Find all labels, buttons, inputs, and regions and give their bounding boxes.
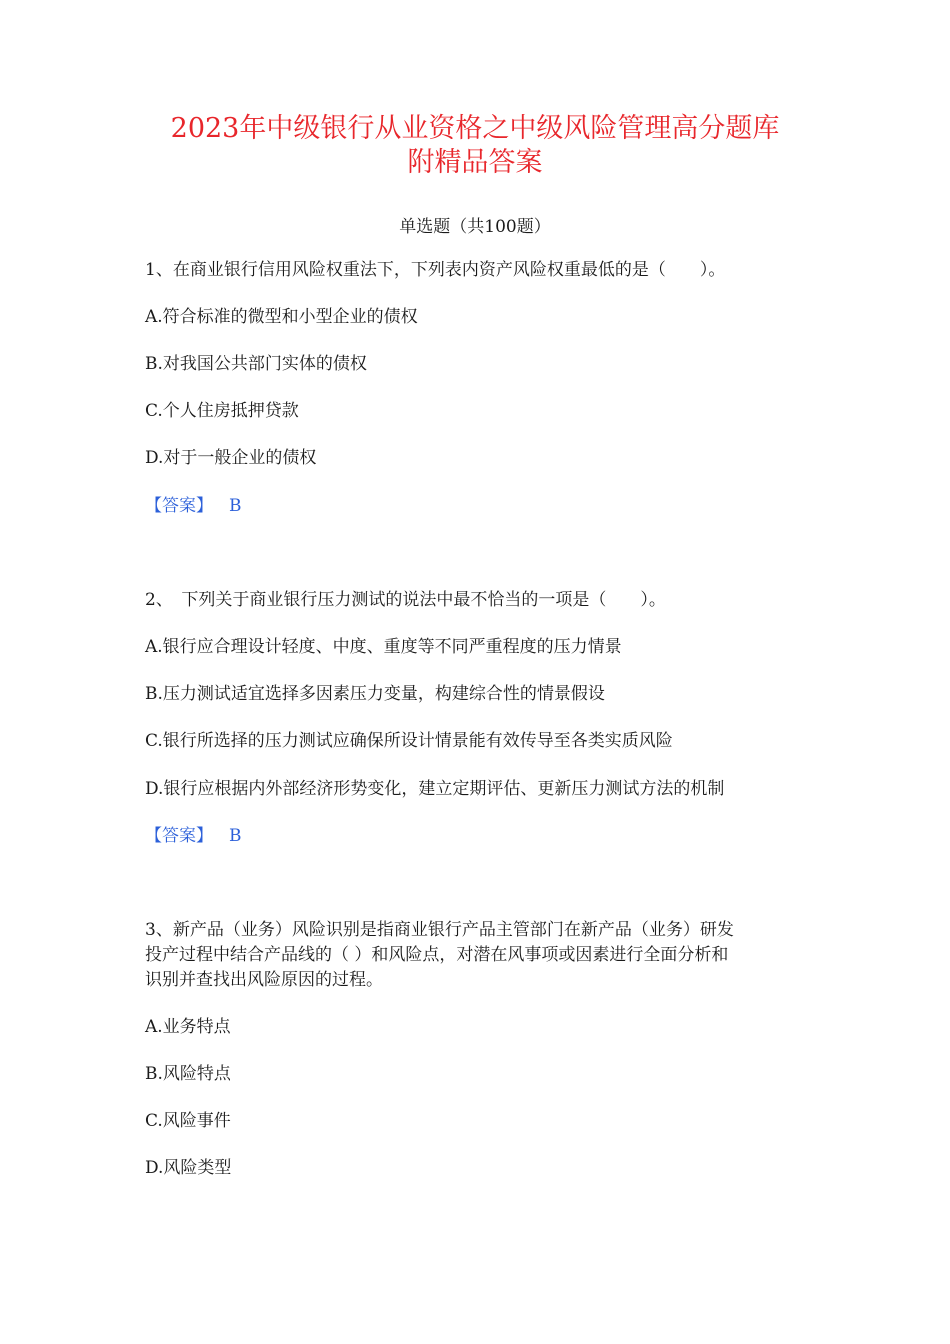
answer-label: 【答案】 bbox=[145, 826, 213, 846]
answer-value: B bbox=[229, 826, 242, 846]
question-2-option-a: A.银行应合理设计轻度、中度、重度等不同严重程度的压力情景 bbox=[145, 637, 622, 657]
question-3-option-a: A.业务特点 bbox=[145, 1017, 231, 1037]
question-3-option-d: D.风险类型 bbox=[145, 1158, 232, 1178]
question-2-option-c: C.银行所选择的压力测试应确保所设计情景能有效传导至各类实质风险 bbox=[145, 731, 673, 751]
question-2-option-b: B.压力测试适宜选择多因素压力变量，构建综合性的情景假设 bbox=[145, 684, 605, 704]
section-heading: 单选题（共100题） bbox=[399, 217, 551, 237]
question-1-option-a: A.符合标准的微型和小型企业的债权 bbox=[145, 307, 418, 327]
question-1-option-c: C.个人住房抵押贷款 bbox=[145, 401, 299, 421]
question-3-stem-line-1: 3、新产品（业务）风险识别是指商业银行产品主管部门在新产品（业务）研发 bbox=[145, 920, 734, 940]
question-2-option-d: D.银行应根据内外部经济形势变化，建立定期评估、更新压力测试方法的机制 bbox=[145, 779, 725, 799]
question-3-stem-line-2: 投产过程中结合产品线的（ ）和风险点，对潜在风事项或因素进行全面分析和 bbox=[145, 945, 729, 965]
question-3-option-c: C.风险事件 bbox=[145, 1111, 231, 1131]
question-1-stem: 1、在商业银行信用风险权重法下，下列表内资产风险权重最低的是（ ）。 bbox=[145, 260, 726, 280]
question-2-stem: 2、 下列关于商业银行压力测试的说法中最不恰当的一项是（ ）。 bbox=[145, 590, 666, 610]
document-title-line-1: 2023年中级银行从业资格之中级风险管理高分题库 bbox=[170, 113, 780, 144]
question-1-option-b: B.对我国公共部门实体的债权 bbox=[145, 354, 367, 374]
question-3-stem-line-3: 识别并查找出风险原因的过程。 bbox=[145, 970, 383, 990]
question-3-option-b: B.风险特点 bbox=[145, 1064, 231, 1084]
question-1-option-d: D.对于一般企业的债权 bbox=[145, 448, 317, 468]
question-2-answer bbox=[145, 824, 242, 848]
answer-value: B bbox=[229, 496, 242, 516]
question-1-answer bbox=[145, 494, 242, 518]
document-title-line-2: 附精品答案 bbox=[407, 147, 543, 178]
answer-label: 【答案】 bbox=[145, 496, 213, 516]
